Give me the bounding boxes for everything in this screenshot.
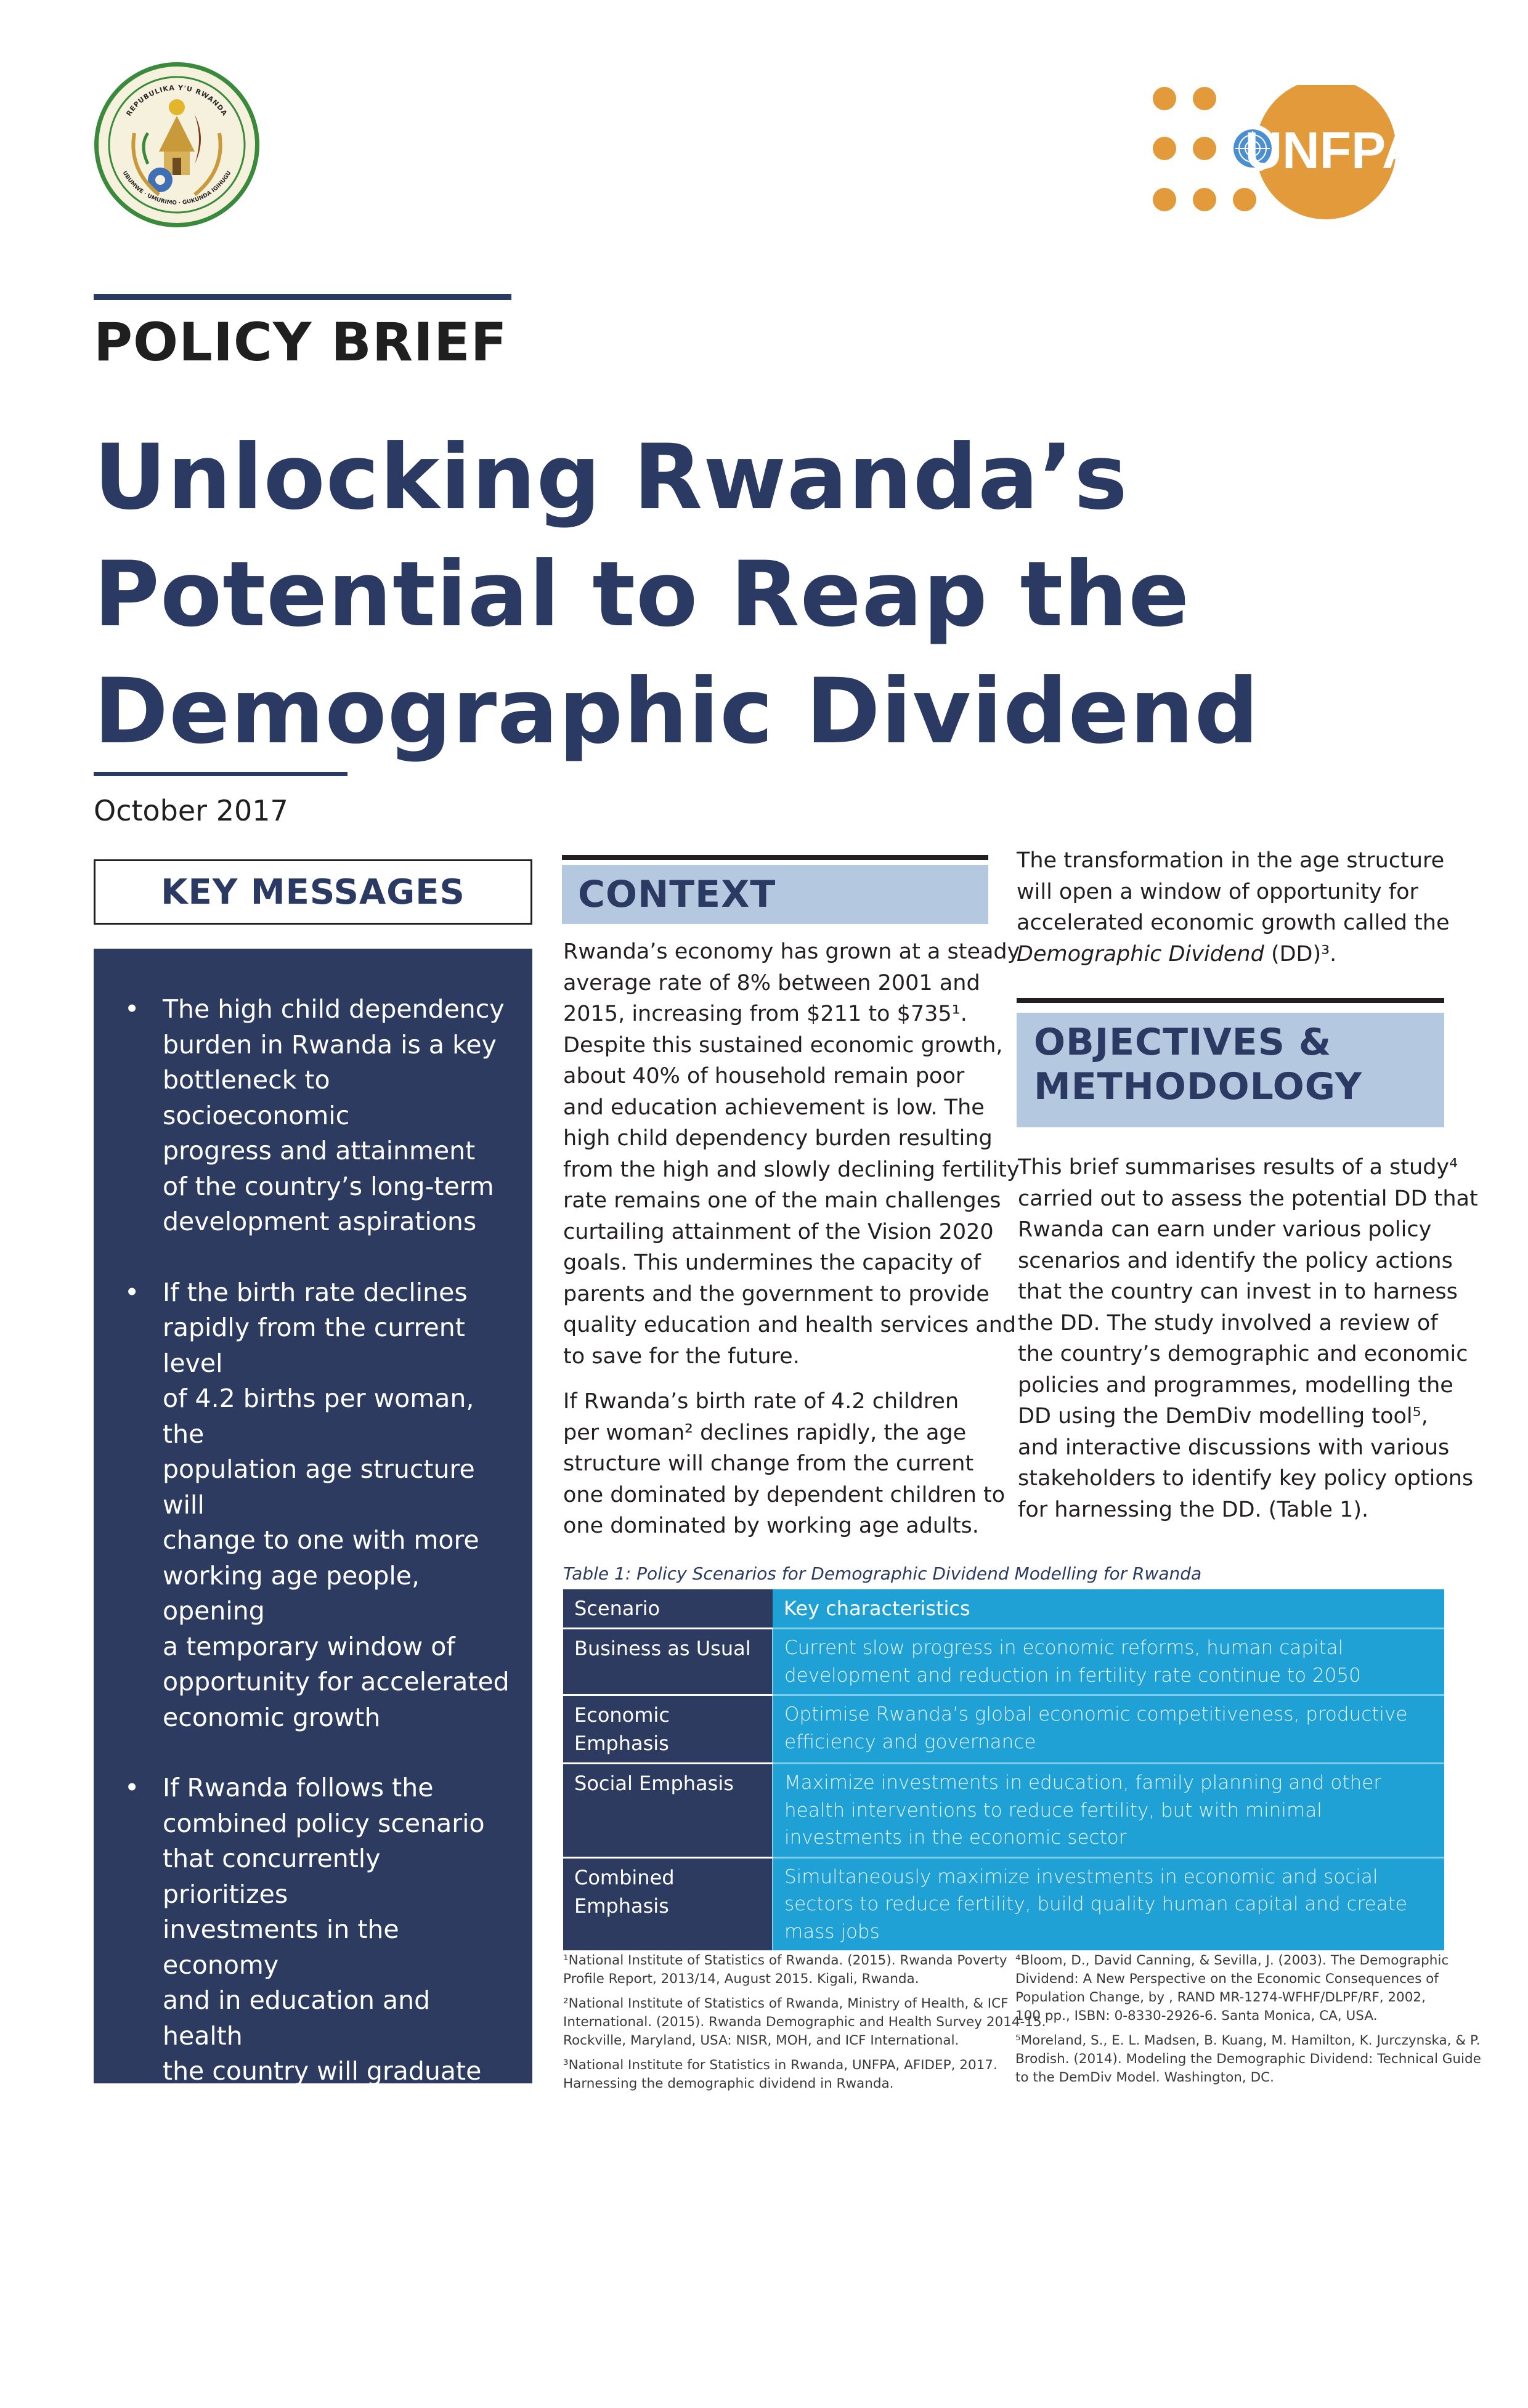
text-line: rate remains one of the main challenges bbox=[563, 1185, 994, 1217]
footnotes-left bbox=[563, 1952, 988, 2099]
scenario-cell: Economic Emphasis bbox=[563, 1695, 773, 1764]
context-paragraph-1 bbox=[563, 936, 994, 1372]
scenario-cell: Combined Emphasis bbox=[563, 1857, 773, 1950]
key-message-line: that concurrently prioritizes bbox=[163, 1841, 510, 1912]
key-message-line: change to one with more bbox=[163, 1523, 510, 1559]
key-messages-list bbox=[124, 992, 510, 2408]
footnote bbox=[1015, 1952, 1447, 2025]
key-messages-heading-box bbox=[94, 859, 532, 925]
text-line: and education achievement is low. The bbox=[563, 1092, 994, 1124]
text-line-tail: (DD)³. bbox=[1264, 942, 1337, 967]
objectives-rule bbox=[1017, 998, 1444, 1003]
key-message-line: a temporary window of bbox=[163, 1629, 510, 1665]
footnote bbox=[563, 1952, 988, 1988]
document-type-label: POLICY BRIEF bbox=[94, 312, 508, 373]
footnote-line: ¹National Institute of Statistics of Rwanda. (2015). Rwanda Poverty bbox=[563, 1952, 988, 1970]
scenario-cell: Business as Usual bbox=[563, 1629, 773, 1695]
key-message-line: and in education and health bbox=[163, 1983, 510, 2054]
characteristics-cell: Current slow progress in economic reforms, human capital development and reduction in fertility rate continue to 2050 bbox=[773, 1629, 1444, 1695]
scenario-cell: Social Emphasis bbox=[563, 1764, 773, 1858]
key-message-line: economic growth bbox=[163, 1700, 510, 1736]
characteristics-cell: Simultaneously maximize investments in economic and social sectors to reduce fertility, build quality human capital and create mass jobs bbox=[773, 1857, 1444, 1950]
key-message-line: of the country’s long-term bbox=[163, 1169, 510, 1205]
key-message-line: of 4.2 births per woman, the bbox=[163, 1381, 510, 1452]
text-line: This brief summarises results of a study⁴ bbox=[1018, 1152, 1449, 1183]
key-message-line: combined policy scenario bbox=[163, 1806, 510, 1842]
table-row bbox=[563, 1695, 1444, 1764]
svg-text:UNFPA: UNFPA bbox=[1245, 121, 1419, 179]
policy-scenarios-table bbox=[563, 1589, 1444, 1950]
text-line: that the country can invest in to harness bbox=[1018, 1276, 1449, 1308]
rwanda-coat-of-arms-logo bbox=[91, 59, 262, 230]
text-line: quality education and health services and bbox=[563, 1310, 994, 1341]
table-row bbox=[563, 1857, 1444, 1950]
key-message-line: If the birth rate declines bbox=[163, 1275, 510, 1311]
column-header-key-characteristics: Key characteristics bbox=[773, 1589, 1444, 1629]
title-rule bbox=[94, 772, 347, 776]
table-body bbox=[563, 1629, 1444, 1951]
text-line: one dominated by working age adults. bbox=[563, 1510, 994, 1542]
table-row bbox=[563, 1764, 1444, 1858]
key-message-line: working age people, opening bbox=[163, 1559, 510, 1629]
characteristics-cell: Maximize investments in education, family planning and other health interventions to reduce fertility, but with minimal investments in the economic sector bbox=[773, 1764, 1444, 1858]
key-messages-panel bbox=[94, 949, 532, 2083]
bullet-icon: • bbox=[124, 992, 139, 1028]
text-line: high child dependency burden resulting bbox=[563, 1123, 994, 1154]
text-line: DD using the DemDiv modelling tool⁵, bbox=[1018, 1401, 1449, 1432]
text-line: scenarios and identify the policy actions bbox=[1018, 1246, 1449, 1277]
text-line: Despite this sustained economic growth, bbox=[563, 1030, 994, 1061]
unfpa-logo bbox=[1146, 85, 1429, 221]
table-row bbox=[563, 1629, 1444, 1695]
table-caption: Table 1: Policy Scenarios for Demographic Dividend Modelling for Rwanda bbox=[563, 1563, 1201, 1584]
text-line: The transformation in the age structure bbox=[1017, 845, 1448, 877]
text-line: Rwanda can earn under various policy bbox=[1018, 1214, 1449, 1246]
column-header-scenario: Scenario bbox=[563, 1589, 773, 1629]
footnotes-right bbox=[1015, 1952, 1447, 2093]
footnote-line: ²National Institute of Statistics of Rwanda, Ministry of Health, & ICF bbox=[563, 1995, 988, 2013]
intro-paragraph bbox=[1017, 845, 1448, 970]
text-line: the DD. The study involved a review of bbox=[1018, 1308, 1449, 1339]
key-message-line: The high child dependency bbox=[163, 992, 510, 1028]
svg-text:UBUMWE · UMURIMO · GUKUNDA IGI: UBUMWE · UMURIMO · GUKUNDA IGIHUGU bbox=[121, 170, 233, 206]
key-message-line: If Rwanda follows the bbox=[163, 1770, 510, 1806]
footnote bbox=[1015, 2032, 1447, 2087]
key-message-line: US $ 3,457 of this income bbox=[163, 2337, 510, 2373]
footnote-line: ³National Institute for Statistics in Rwanda, UNFPA, AFIDEP, 2017. bbox=[563, 2056, 988, 2075]
footnote-line: 100 pp., ISBN: 0-8330-2926-6. Santa Monica, CA, USA. bbox=[1015, 2007, 1447, 2025]
text-line: parents and the government to provide bbox=[563, 1279, 994, 1310]
text-line: and interactive discussions with various bbox=[1018, 1432, 1449, 1464]
page-title bbox=[94, 419, 1264, 770]
key-message-line: opportunity for accelerated bbox=[163, 1664, 510, 1700]
text-line: If Rwanda’s birth rate of 4.2 children bbox=[563, 1386, 994, 1417]
text-line: the country’s demographic and economic bbox=[1018, 1339, 1449, 1370]
text-line: structure will change from the current bbox=[563, 1448, 994, 1480]
characteristics-cell: Optimise Rwanda’s global economic competitiveness, productive efficiency and governance bbox=[773, 1695, 1444, 1764]
svg-text:REPUBULIKA Y'U RWANDA: REPUBULIKA Y'U RWANDA bbox=[124, 84, 229, 118]
text-line: average rate of 8% between 2001 and bbox=[563, 968, 994, 999]
key-message-item bbox=[124, 1770, 510, 2408]
context-heading-box bbox=[562, 865, 988, 924]
text-line: curtailing attainment of the Vision 2020 bbox=[563, 1217, 994, 1248]
objectives-heading-line: METHODOLOGY bbox=[1034, 1064, 1444, 1109]
footnote-line: Profile Report, 2013/14, August 2015. Kigali, Rwanda. bbox=[563, 1970, 988, 1988]
header-rule bbox=[94, 294, 511, 300]
text-line: about 40% of household remain poor bbox=[563, 1061, 994, 1092]
text-line: for harnessing the DD. (Table 1). bbox=[1018, 1494, 1449, 1526]
context-rule bbox=[562, 855, 988, 860]
footnote-line: Harnessing the demographic dividend in Rwanda. bbox=[563, 2075, 988, 2093]
key-message-line: population age structure will bbox=[163, 1452, 510, 1523]
text-line: accelerated economic growth called the bbox=[1017, 907, 1448, 939]
key-message-line: investments in the economy bbox=[163, 1912, 510, 1983]
footnote bbox=[563, 1995, 988, 2050]
footnote-line: ⁴Bloom, D., David Canning, & Sevilla, J. (2003). The Demographic bbox=[1015, 1952, 1447, 1970]
footnote-line: ⁵Moreland, S., E. L. Madsen, B. Kuang, M. Hamilton, K. Jurczynska, & P. bbox=[1015, 2032, 1447, 2050]
text-line: from the high and slowly declining fertility bbox=[563, 1154, 994, 1186]
key-message-line: progress and attainment bbox=[163, 1133, 510, 1169]
table-header-row bbox=[563, 1589, 1444, 1629]
text-line: stakeholders to identify key policy options bbox=[1018, 1463, 1449, 1494]
text-line: policies and programmes, modelling the bbox=[1018, 1370, 1449, 1401]
text-line: carried out to assess the potential DD that bbox=[1018, 1183, 1449, 1215]
key-message-line: development aspirations bbox=[163, 1204, 510, 1240]
text-line: 2015, increasing from $211 to $735¹. bbox=[563, 999, 994, 1030]
key-message-line: upper income level with GDP bbox=[163, 2125, 510, 2195]
key-message-item bbox=[124, 992, 510, 1240]
footnote-line: International. (2015). Rwanda Demographic and Health Survey 2014-15. bbox=[563, 2013, 988, 2032]
text-line: will open a window of opportunity for bbox=[1017, 877, 1448, 908]
footnote bbox=[563, 2056, 988, 2093]
key-message-line: per capita of US$ 12,500 by bbox=[163, 2195, 510, 2266]
key-message-line: growth. bbox=[163, 2373, 510, 2408]
context-paragraph-2 bbox=[563, 1386, 994, 1542]
bullet-icon: • bbox=[124, 1770, 139, 1806]
footnote-line: Dividend: A New Perspective on the Economic Consequences of bbox=[1015, 1970, 1447, 1988]
text-line bbox=[1017, 939, 1448, 970]
footnote-line: Population Change, by , RAND MR-1274-WFHF/DLPF/RF, 2002, bbox=[1015, 1988, 1447, 2007]
footnote-line: Brodish. (2014). Modeling the Demographic Dividend: Technical Guide bbox=[1015, 2050, 1447, 2069]
key-message-line: the country will graduate to bbox=[163, 2054, 510, 2125]
footnote-line: Rockville, Maryland, USA: NISR, MOH, and ICF International. bbox=[563, 2032, 988, 2050]
publication-date: October 2017 bbox=[94, 793, 288, 828]
key-messages-heading: KEY MESSAGES bbox=[161, 872, 465, 912]
text-line: one dominated by dependent children to bbox=[563, 1480, 994, 1511]
text-line: Rwanda’s economy has grown at a steady bbox=[563, 936, 994, 968]
key-message-item bbox=[124, 1275, 510, 1736]
key-message-line: rapidly from the current level bbox=[163, 1310, 510, 1381]
title-line: Potential to Reap the bbox=[94, 536, 1264, 653]
text-line: goals. This undermines the capacity of bbox=[563, 1247, 994, 1279]
key-message-line: 2050. The DD will contribute bbox=[163, 2266, 510, 2337]
bullet-icon: • bbox=[124, 1275, 139, 1311]
text-line: per woman² declines rapidly, the age bbox=[563, 1417, 994, 1449]
title-line: Demographic Dividend bbox=[94, 653, 1264, 770]
objectives-heading-line: OBJECTIVES & bbox=[1034, 1020, 1444, 1064]
footnote-line: to the DemDiv Model. Washington, DC. bbox=[1015, 2069, 1447, 2087]
demographic-dividend-term: Demographic Dividend bbox=[1017, 942, 1264, 967]
context-heading: CONTEXT bbox=[578, 872, 776, 917]
key-message-line: bottleneck to socioeconomic bbox=[163, 1063, 510, 1133]
objectives-paragraph bbox=[1018, 1152, 1449, 1525]
title-line: Unlocking Rwanda’s bbox=[94, 419, 1264, 536]
objectives-heading-box bbox=[1017, 1013, 1444, 1127]
key-message-line: burden in Rwanda is a key bbox=[163, 1028, 510, 1063]
text-line: to save for the future. bbox=[563, 1341, 994, 1372]
